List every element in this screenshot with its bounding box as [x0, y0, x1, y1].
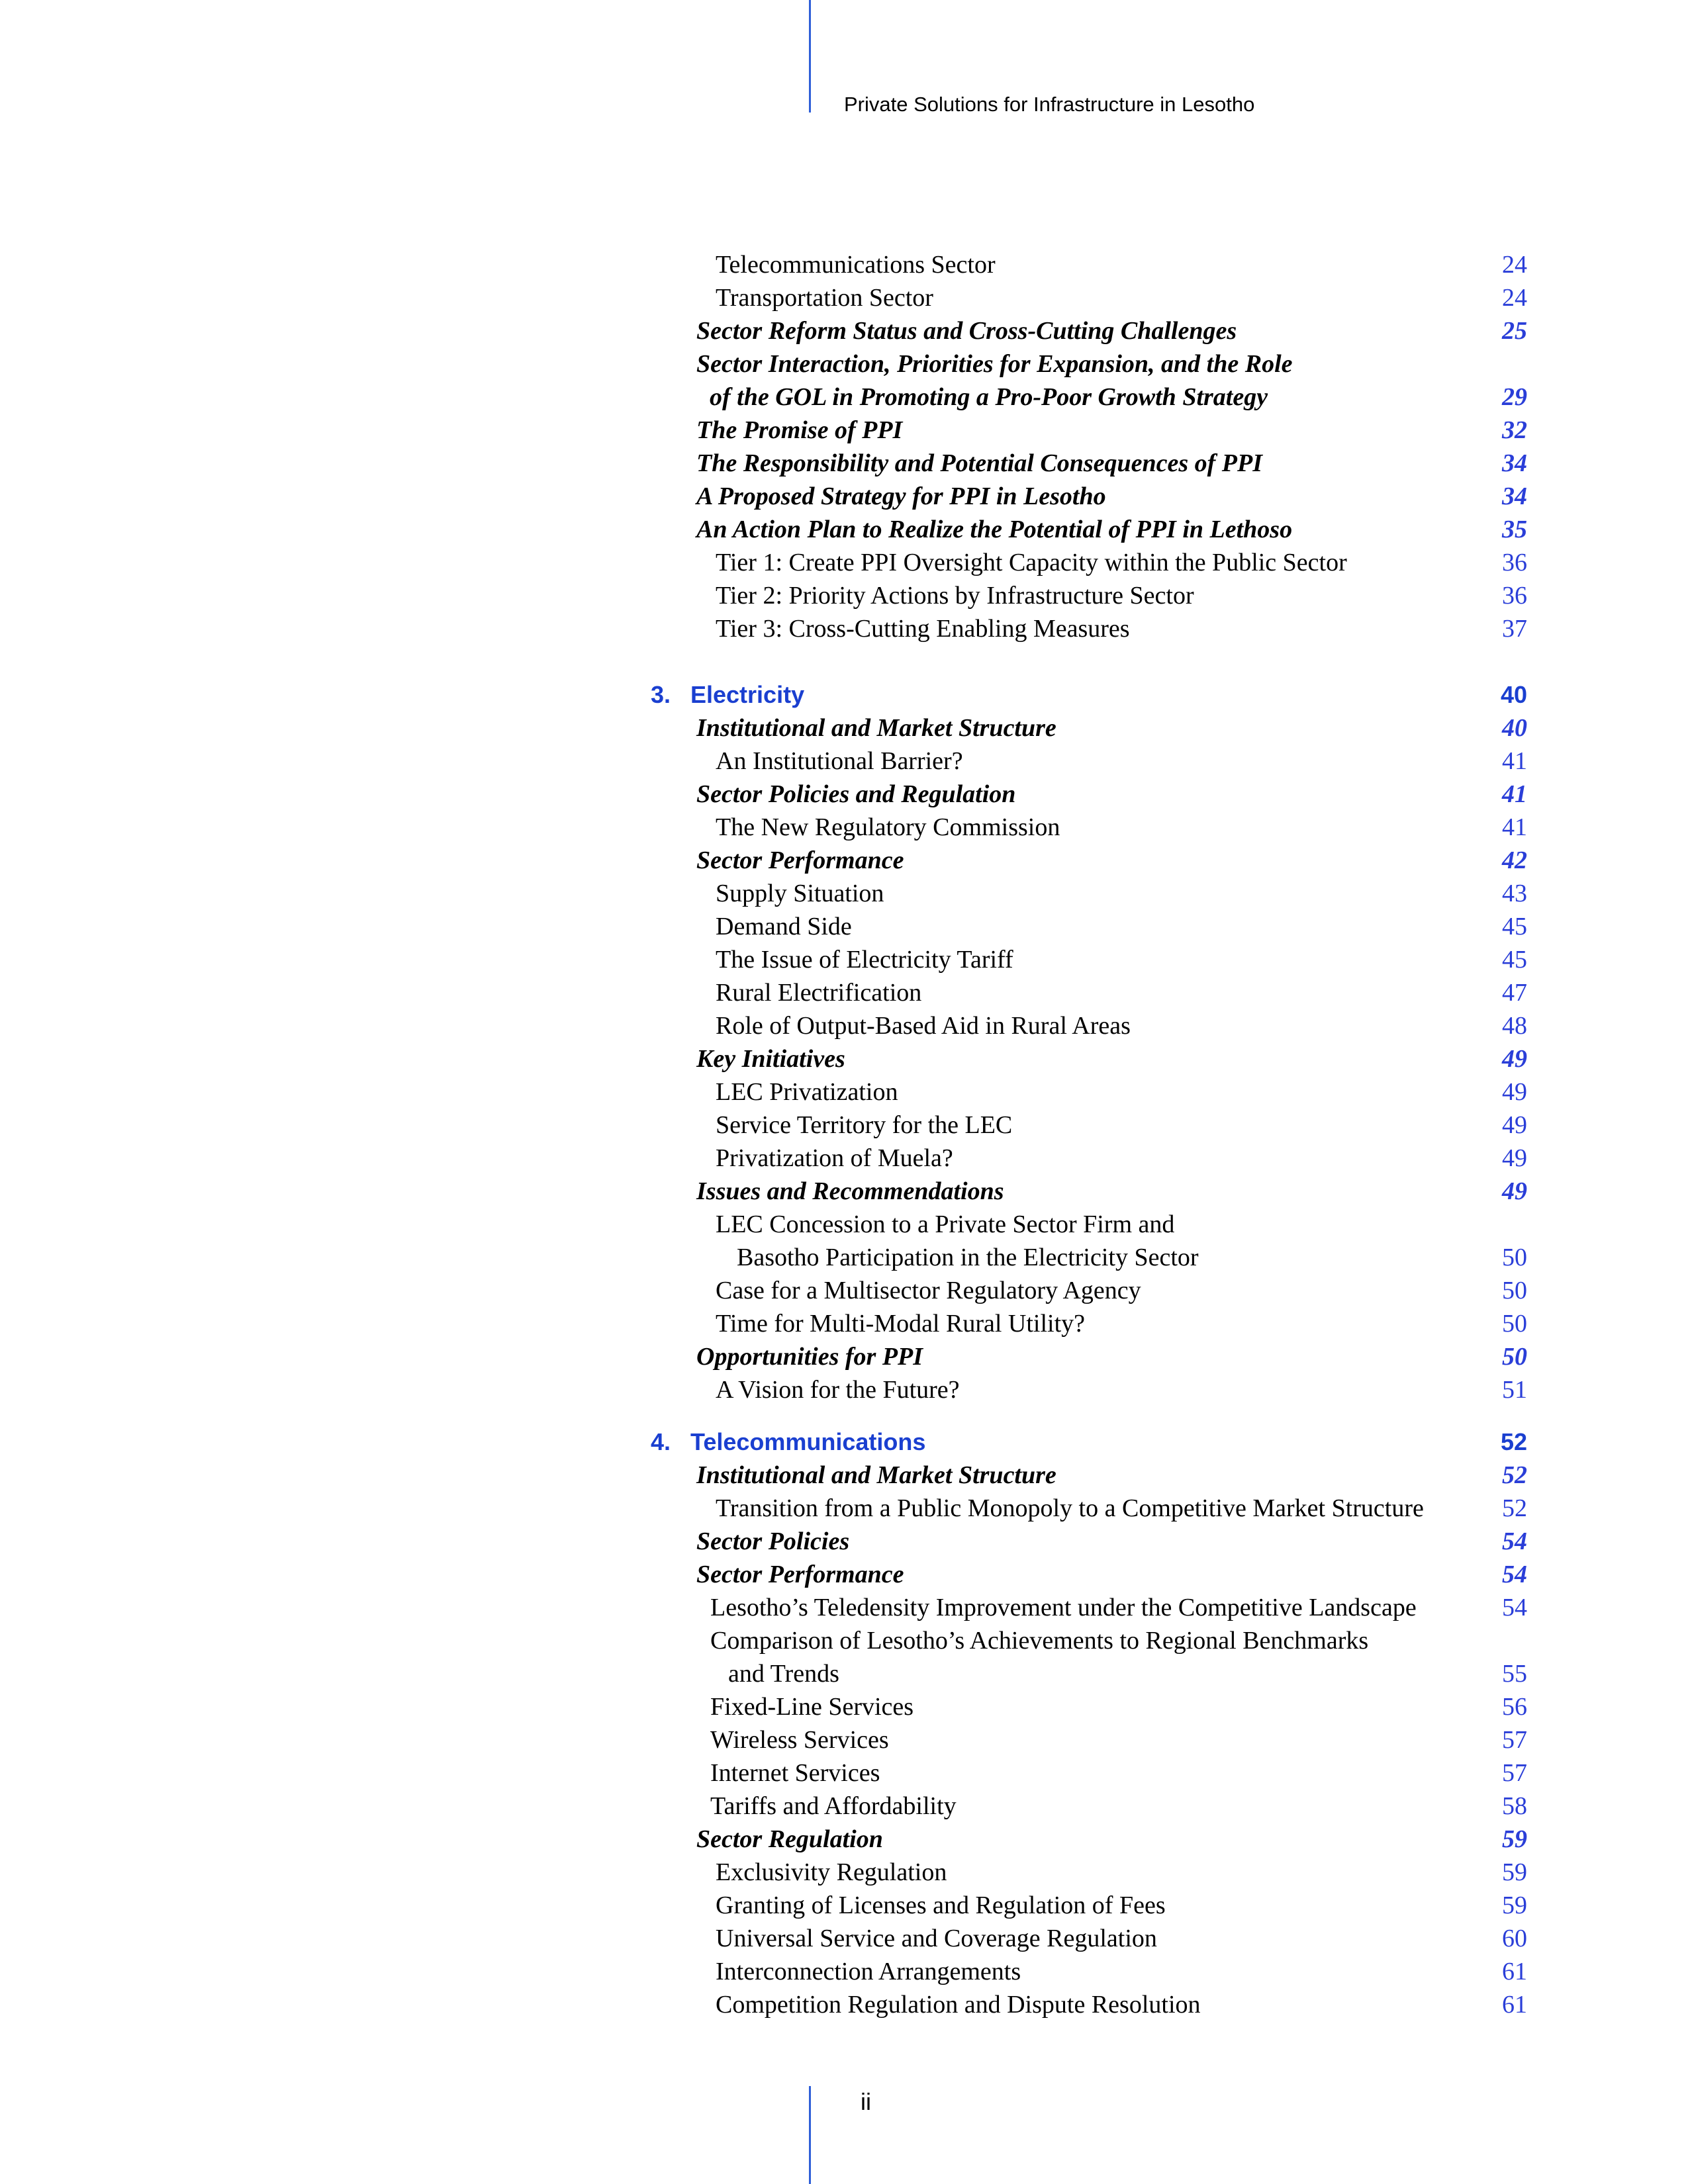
toc-section-entry[interactable]: The Promise of PPI	[696, 416, 903, 444]
toc-section-entry[interactable]: Sector Reform Status and Cross-Cutting Challenges	[696, 317, 1237, 345]
toc-page-number[interactable]: 59	[1502, 1891, 1527, 1919]
toc-entry[interactable]: Rural Electrification	[716, 979, 922, 1007]
toc-section-entry[interactable]: Sector Policies and Regulation	[696, 780, 1016, 808]
toc-entry[interactable]: Tariffs and Affordability	[710, 1792, 957, 1820]
toc-page-number[interactable]: 61	[1502, 1991, 1527, 2019]
toc-page-number[interactable]: 50	[1502, 1343, 1527, 1371]
toc-entry[interactable]: Internet Services	[710, 1759, 880, 1787]
toc-entry[interactable]: Fixed-Line Services	[710, 1693, 914, 1721]
toc-entry[interactable]: Demand Side	[716, 913, 852, 940]
toc-entry[interactable]: Tier 1: Create PPI Oversight Capacity within the Public Sector	[716, 549, 1347, 576]
toc-entry[interactable]: Telecommunications Sector	[716, 251, 996, 279]
toc-page-number[interactable]: 49	[1502, 1078, 1527, 1106]
toc-page-number[interactable]: 51	[1502, 1376, 1527, 1404]
toc-section-entry[interactable]: Institutional and Market Structure	[696, 1461, 1056, 1489]
toc-page-number[interactable]: 40	[1502, 714, 1527, 742]
toc-section-entry[interactable]: An Action Plan to Realize the Potential of PPI in Lethoso	[696, 516, 1293, 543]
toc-page-number[interactable]: 49	[1502, 1144, 1527, 1172]
toc-entry[interactable]: Universal Service and Coverage Regulation	[716, 1925, 1157, 1952]
toc-entry[interactable]: Service Territory for the LEC	[716, 1111, 1013, 1139]
toc-entry[interactable]: Interconnection Arrangements	[716, 1958, 1021, 1985]
toc-section-entry[interactable]: Sector Interaction, Priorities for Expansion, and the Role	[696, 350, 1293, 378]
toc-entry[interactable]: Transition from a Public Monopoly to a Competitive Market Structure	[716, 1494, 1424, 1522]
toc-page-number[interactable]: 43	[1502, 880, 1527, 907]
toc-section-entry[interactable]: Institutional and Market Structure	[696, 714, 1056, 742]
toc-chapter-electricity[interactable]	[651, 680, 804, 709]
toc-section-entry[interactable]: A Proposed Strategy for PPI in Lesotho	[696, 482, 1106, 510]
toc-section-entry[interactable]: Key Initiatives	[696, 1045, 845, 1073]
toc-page-number[interactable]: 25	[1502, 317, 1527, 345]
toc-page-number[interactable]: 61	[1502, 1958, 1527, 1985]
toc-page-number[interactable]: 36	[1502, 582, 1527, 610]
toc-page-number[interactable]: 45	[1502, 946, 1527, 974]
toc-page-number[interactable]: 57	[1502, 1726, 1527, 1754]
toc-entry[interactable]: A Vision for the Future?	[716, 1376, 960, 1404]
toc-entry[interactable]: Wireless Services	[710, 1726, 889, 1754]
page-folio: ii	[861, 2088, 871, 2115]
toc-entry[interactable]: Exclusivity Regulation	[716, 1858, 947, 1886]
toc-page-number[interactable]: 32	[1502, 416, 1527, 444]
toc-page-number[interactable]: 54	[1502, 1561, 1527, 1588]
toc-entry[interactable]: Transportation Sector	[716, 284, 933, 312]
toc-entry[interactable]: Lesotho’s Teledensity Improvement under the Competitive Landscape	[710, 1594, 1417, 1621]
chapter-number: 3.	[651, 681, 671, 708]
toc-entry[interactable]: Role of Output-Based Aid in Rural Areas	[716, 1012, 1131, 1040]
running-header: Private Solutions for Infrastructure in Lesotho	[844, 93, 1255, 116]
toc-entry[interactable]: Supply Situation	[716, 880, 884, 907]
toc-section-entry[interactable]: Sector Performance	[696, 1561, 904, 1588]
toc-page-number[interactable]: 49	[1502, 1045, 1527, 1073]
toc-chapter-page-number[interactable]: 52	[1500, 1428, 1527, 1455]
toc-page-number[interactable]: 34	[1502, 482, 1527, 510]
toc-page-number[interactable]: 55	[1502, 1660, 1527, 1688]
toc-entry[interactable]: Tier 3: Cross-Cutting Enabling Measures	[716, 615, 1130, 643]
toc-page-number[interactable]: 52	[1502, 1494, 1527, 1522]
toc-page-number[interactable]: 57	[1502, 1759, 1527, 1787]
toc-page-number[interactable]: 35	[1502, 516, 1527, 543]
toc-page-number[interactable]: 49	[1502, 1177, 1527, 1205]
toc-page-number[interactable]: 52	[1502, 1461, 1527, 1489]
toc-page-number[interactable]: 56	[1502, 1693, 1527, 1721]
toc-page-number[interactable]: 41	[1502, 780, 1527, 808]
toc-page-number[interactable]: 50	[1502, 1277, 1527, 1304]
toc-page-number[interactable]: 59	[1502, 1825, 1527, 1853]
toc-page-number[interactable]: 47	[1502, 979, 1527, 1007]
toc-page-number[interactable]: 24	[1502, 284, 1527, 312]
chapter-number: 4.	[651, 1428, 671, 1455]
toc-page-number[interactable]: 60	[1502, 1925, 1527, 1952]
toc-page-number[interactable]: 37	[1502, 615, 1527, 643]
toc-entry[interactable]: An Institutional Barrier?	[716, 747, 963, 775]
toc-entry-continued[interactable]: Basotho Participation in the Electricity Sector	[737, 1244, 1199, 1271]
toc-page-number[interactable]: 41	[1502, 747, 1527, 775]
toc-page-number[interactable]: 45	[1502, 913, 1527, 940]
toc-page-number[interactable]: 49	[1502, 1111, 1527, 1139]
toc-section-entry[interactable]: Issues and Recommendations	[696, 1177, 1004, 1205]
toc-chapter-telecommunications[interactable]	[651, 1428, 925, 1457]
toc-section-entry[interactable]: Opportunities for PPI	[696, 1343, 923, 1371]
toc-entry[interactable]: Case for a Multisector Regulatory Agency	[716, 1277, 1141, 1304]
toc-page-number[interactable]: 50	[1502, 1244, 1527, 1271]
chapter-title: Telecommunications	[690, 1428, 926, 1455]
toc-page-number[interactable]: 42	[1502, 846, 1527, 874]
toc-section-entry[interactable]: Sector Performance	[696, 846, 904, 874]
toc-page-number[interactable]: 48	[1502, 1012, 1527, 1040]
toc-section-entry[interactable]: The Responsibility and Potential Consequences of PPI	[696, 449, 1263, 477]
chapter-title: Electricity	[690, 681, 805, 708]
toc-page-number[interactable]: 29	[1502, 383, 1527, 411]
toc-entry[interactable]: Comparison of Lesotho’s Achievements to Regional Benchmarks	[710, 1627, 1369, 1655]
toc-entry[interactable]: LEC Privatization	[716, 1078, 898, 1106]
toc-section-entry[interactable]: Sector Regulation	[696, 1825, 883, 1853]
header-rule	[809, 0, 811, 113]
toc-entry[interactable]: LEC Concession to a Private Sector Firm and	[716, 1210, 1175, 1238]
toc-entry[interactable]: The New Regulatory Commission	[716, 813, 1060, 841]
toc-entry[interactable]: Time for Multi-Modal Rural Utility?	[716, 1310, 1086, 1338]
toc-section-entry-continued[interactable]	[696, 383, 1268, 412]
toc-page-number[interactable]: 41	[1502, 813, 1527, 841]
toc-page-number[interactable]: 54	[1502, 1594, 1527, 1621]
toc-page-number[interactable]: 54	[1502, 1527, 1527, 1555]
toc-section-entry[interactable]: Sector Policies	[696, 1527, 850, 1555]
toc-page-number[interactable]: 58	[1502, 1792, 1527, 1820]
toc-page-number[interactable]: 36	[1502, 549, 1527, 576]
footer-rule	[809, 2086, 811, 2184]
toc-page-number[interactable]: 24	[1502, 251, 1527, 279]
toc-page-number[interactable]: 50	[1502, 1310, 1527, 1338]
toc-page-number[interactable]: 59	[1502, 1858, 1527, 1886]
toc-entry[interactable]: Competition Regulation and Dispute Resolution	[716, 1991, 1201, 2019]
toc-page-number[interactable]: 34	[1502, 449, 1527, 477]
toc-entry[interactable]: Granting of Licenses and Regulation of Fees	[716, 1891, 1166, 1919]
toc-continuation: of the GOL in Promoting a Pro-Poor Growth Strategy	[710, 383, 1268, 411]
toc-entry[interactable]: Privatization of Muela?	[716, 1144, 953, 1172]
toc-entry[interactable]: Tier 2: Priority Actions by Infrastructure Sector	[716, 582, 1194, 610]
toc-entry[interactable]: The Issue of Electricity Tariff	[716, 946, 1013, 974]
toc-chapter-page-number[interactable]: 40	[1500, 681, 1527, 708]
toc-entry-continued[interactable]: and Trends	[728, 1660, 839, 1688]
